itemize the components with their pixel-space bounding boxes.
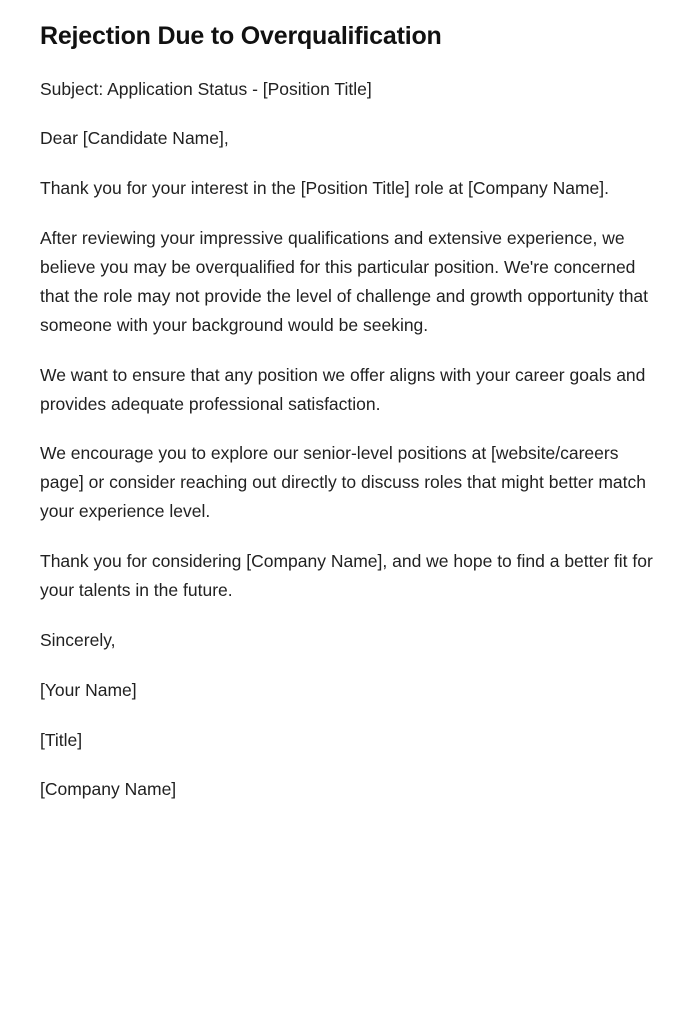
paragraph-overqualified-reason: After reviewing your impressive qualifications and extensive experience, we believe you may be overqualified for this particular position. We're concerned that the role may not provide the level of challenge and growth opportunity that someone with your background would be seeking. [40, 228, 649, 335]
paragraph-salutation: Dear [Candidate Name], [40, 128, 229, 149]
paragraph-senior-positions: We encourage you to explore our senior-level positions at [website/careers page] or consider reaching out directly to discuss roles that might better match your experience level. [40, 443, 646, 522]
paragraph-title: [Title] [40, 729, 83, 750]
paragraph-subject: Subject: Application Status - [Position Title] [40, 78, 372, 99]
paragraph-thanks-interest: Thank you for your interest in the [Position Title] role at [Company Name]. [40, 178, 610, 199]
paragraph-your-name: [Your Name] [40, 679, 137, 700]
paragraph-company-name: [Company Name] [40, 779, 177, 800]
paragraph-career-alignment: We want to ensure that any position we offer aligns with your career goals and provides adequate professional satisfaction. [40, 364, 646, 414]
page-title: Rejection Due to Overqualification [40, 22, 442, 50]
paragraph-signoff: Sincerely, [40, 629, 116, 650]
paragraph-closing-thanks: Thank you for considering [Company Name], and we hope to find a better fit for your talents in the future. [40, 551, 653, 600]
